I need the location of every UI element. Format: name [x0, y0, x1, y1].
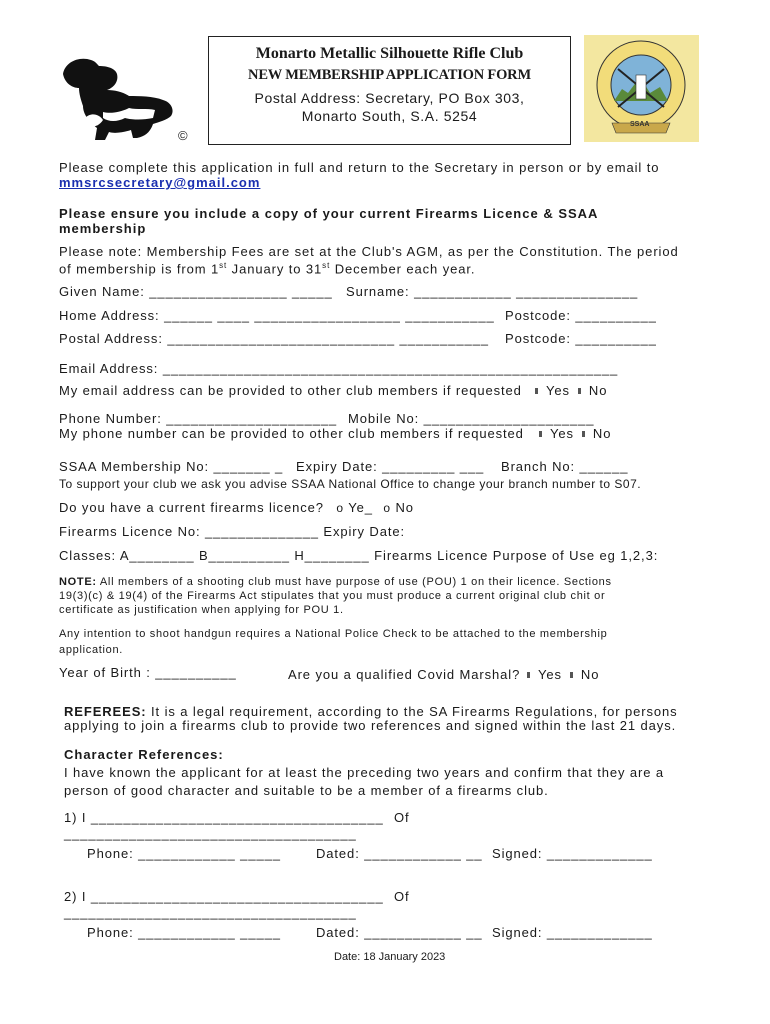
- handgun-note-line2: application.: [59, 644, 124, 656]
- postal-postcode-field[interactable]: Postcode: __________: [505, 331, 657, 346]
- fees-text-a: of membership is from 1: [59, 261, 220, 277]
- email-share-options: [527, 383, 607, 398]
- covid-yes-radio[interactable]: [527, 672, 530, 678]
- ssaa-expiry-field[interactable]: Expiry Date: _________ ___: [296, 459, 485, 474]
- ref2-signed-field[interactable]: Signed: _____________: [492, 925, 653, 940]
- home-address-field[interactable]: Home Address: ______ ____ __________________ ___________: [59, 308, 495, 323]
- ref1-phone-field[interactable]: Phone: ____________ _____: [87, 846, 281, 861]
- licence-yes-label: Ye_: [348, 500, 373, 515]
- ref2-name-field[interactable]: 2) I ____________________________________: [64, 889, 384, 904]
- ref1-dated-field[interactable]: Dated: ____________ __: [316, 846, 483, 861]
- phone-share-no-radio[interactable]: [582, 431, 585, 437]
- ref1-of-label: Of: [394, 810, 410, 825]
- covid-options: [519, 667, 599, 682]
- phone-share-yes-label: Yes: [550, 426, 574, 441]
- covid-no-radio[interactable]: [570, 672, 573, 678]
- ref2-address-field[interactable]: ____________________________________: [64, 905, 357, 920]
- sup-st-2: st: [322, 261, 331, 270]
- pou-note-text: All members of a shooting club must have purpose of use (POU) 1 on their licence. Sections: [96, 576, 612, 588]
- sup-st-1: st: [219, 261, 228, 270]
- header-box: [208, 36, 571, 145]
- ref2-of-label: Of: [394, 889, 410, 904]
- referees-line1: [64, 704, 678, 719]
- licence-no-radio[interactable]: o: [383, 501, 391, 515]
- secretary-email-link[interactable]: mmsrcsecretary@gmail.com: [59, 175, 261, 190]
- referees-label: REFEREES:: [64, 704, 147, 719]
- licence-question: [59, 500, 414, 515]
- phone-share-yes-radio[interactable]: [539, 431, 542, 437]
- footer-date: Date: 18 January 2023: [334, 951, 446, 963]
- ssaa-number-field[interactable]: SSAA Membership No: _______ _: [59, 459, 284, 474]
- licence-yes-radio[interactable]: o: [336, 501, 344, 515]
- referees-text: It is a legal requirement, according to the SA Firearms Regulations, for persons: [146, 704, 678, 719]
- surname-field[interactable]: Surname: ____________ _______________: [346, 284, 639, 299]
- club-silhouette-logo: [55, 52, 195, 147]
- ref1-signed-field[interactable]: Signed: _____________: [492, 846, 653, 861]
- postal-address-field[interactable]: Postal Address: ____________________________ ___________: [59, 331, 489, 346]
- pou-note-line3: certificate as justification when applying for POU 1.: [59, 604, 344, 616]
- phone-number-field[interactable]: Phone Number: _____________________: [59, 411, 337, 426]
- ensure-line2: membership: [59, 221, 147, 236]
- mobile-number-field[interactable]: Mobile No: _____________________: [348, 411, 595, 426]
- pou-note-label: NOTE:: [59, 576, 97, 588]
- pou-note-line1: [59, 576, 612, 588]
- email-share-yes-label: Yes: [546, 383, 570, 398]
- ssaa-banner: SSAA: [630, 121, 650, 128]
- handgun-note-line1: Any intention to shoot handgun requires a National Police Check to be attached to the membership: [59, 628, 608, 640]
- fees-text-c: December each year.: [330, 261, 476, 277]
- postal-address-line2: Monarto South, S.A. 5254: [301, 108, 478, 124]
- character-line2: person of good character and suitable to be a member of a firearms club.: [64, 783, 549, 798]
- pou-note-line2: 19(3)(c) & 19(4) of the Firearms Act stipulates that you must produce a current original club chit or: [59, 590, 606, 602]
- licence-number-field[interactable]: Firearms Licence No: ______________ Expiry Date:: [59, 524, 405, 539]
- postal-address-line1: Postal Address: Secretary, PO Box 303,: [254, 90, 525, 106]
- form-title: NEW MEMBERSHIP APPLICATION FORM: [248, 67, 531, 83]
- intro-text: Please complete this application in full and return to the Secretary in person or by email to: [59, 160, 660, 175]
- email-share-no-label: No: [588, 383, 608, 398]
- club-name: Monarto Metallic Silhouette Rifle Club: [255, 45, 524, 62]
- licence-no-label: No: [395, 500, 414, 515]
- classes-field[interactable]: Classes: A________ B__________ H________ Firearms Licence Purpose of Use eg 1,2,3:: [59, 548, 659, 563]
- ensure-line1: Please ensure you include a copy of your current Firearms Licence & SSAA: [59, 206, 599, 221]
- home-postcode-field[interactable]: Postcode: __________: [505, 308, 657, 323]
- branch-support-note: To support your club we ask you advise SSAA National Office to change your branch number to S07.: [59, 477, 642, 491]
- phone-share-options: [531, 426, 611, 441]
- year-of-birth-field[interactable]: Year of Birth : __________: [59, 665, 237, 680]
- covid-marshal-question: Are you a qualified Covid Marshal?: [288, 667, 521, 682]
- fees-text-b: January to 31: [227, 261, 323, 277]
- fees-note-line2: [59, 261, 475, 276]
- email-share-question: My email address can be provided to other club members if requested: [59, 383, 522, 398]
- ref1-name-field[interactable]: 1) I ____________________________________: [64, 810, 384, 825]
- covid-yes-label: Yes: [538, 667, 562, 682]
- ref2-dated-field[interactable]: Dated: ____________ __: [316, 925, 483, 940]
- email-share-no-radio[interactable]: [578, 388, 581, 394]
- copyright-symbol: ©: [178, 128, 188, 143]
- email-share-yes-radio[interactable]: [535, 388, 538, 394]
- phone-share-no-label: No: [592, 426, 612, 441]
- referees-line2: applying to join a firearms club to provide two references and signed within the last 21 days.: [64, 718, 677, 733]
- ssaa-logo: [584, 35, 699, 142]
- phone-share-question: My phone number can be provided to other club members if requested: [59, 426, 524, 441]
- licence-question-text: Do you have a current firearms licence?: [59, 500, 324, 515]
- fees-note-line1: Please note: Membership Fees are set at the Club's AGM, as per the Constitution. The period: [59, 244, 679, 259]
- given-name-field[interactable]: Given Name: _________________ _____: [59, 284, 333, 299]
- character-line1: I have known the applicant for at least the preceding two years and confirm that they are a: [64, 765, 665, 780]
- email-address-field[interactable]: Email Address: ________________________________________________________: [59, 361, 619, 376]
- covid-no-label: No: [580, 667, 600, 682]
- character-heading: Character References:: [64, 747, 224, 762]
- ref1-address-field[interactable]: ____________________________________: [64, 826, 357, 841]
- ref2-phone-field[interactable]: Phone: ____________ _____: [87, 925, 281, 940]
- branch-number-field[interactable]: Branch No: ______: [501, 459, 629, 474]
